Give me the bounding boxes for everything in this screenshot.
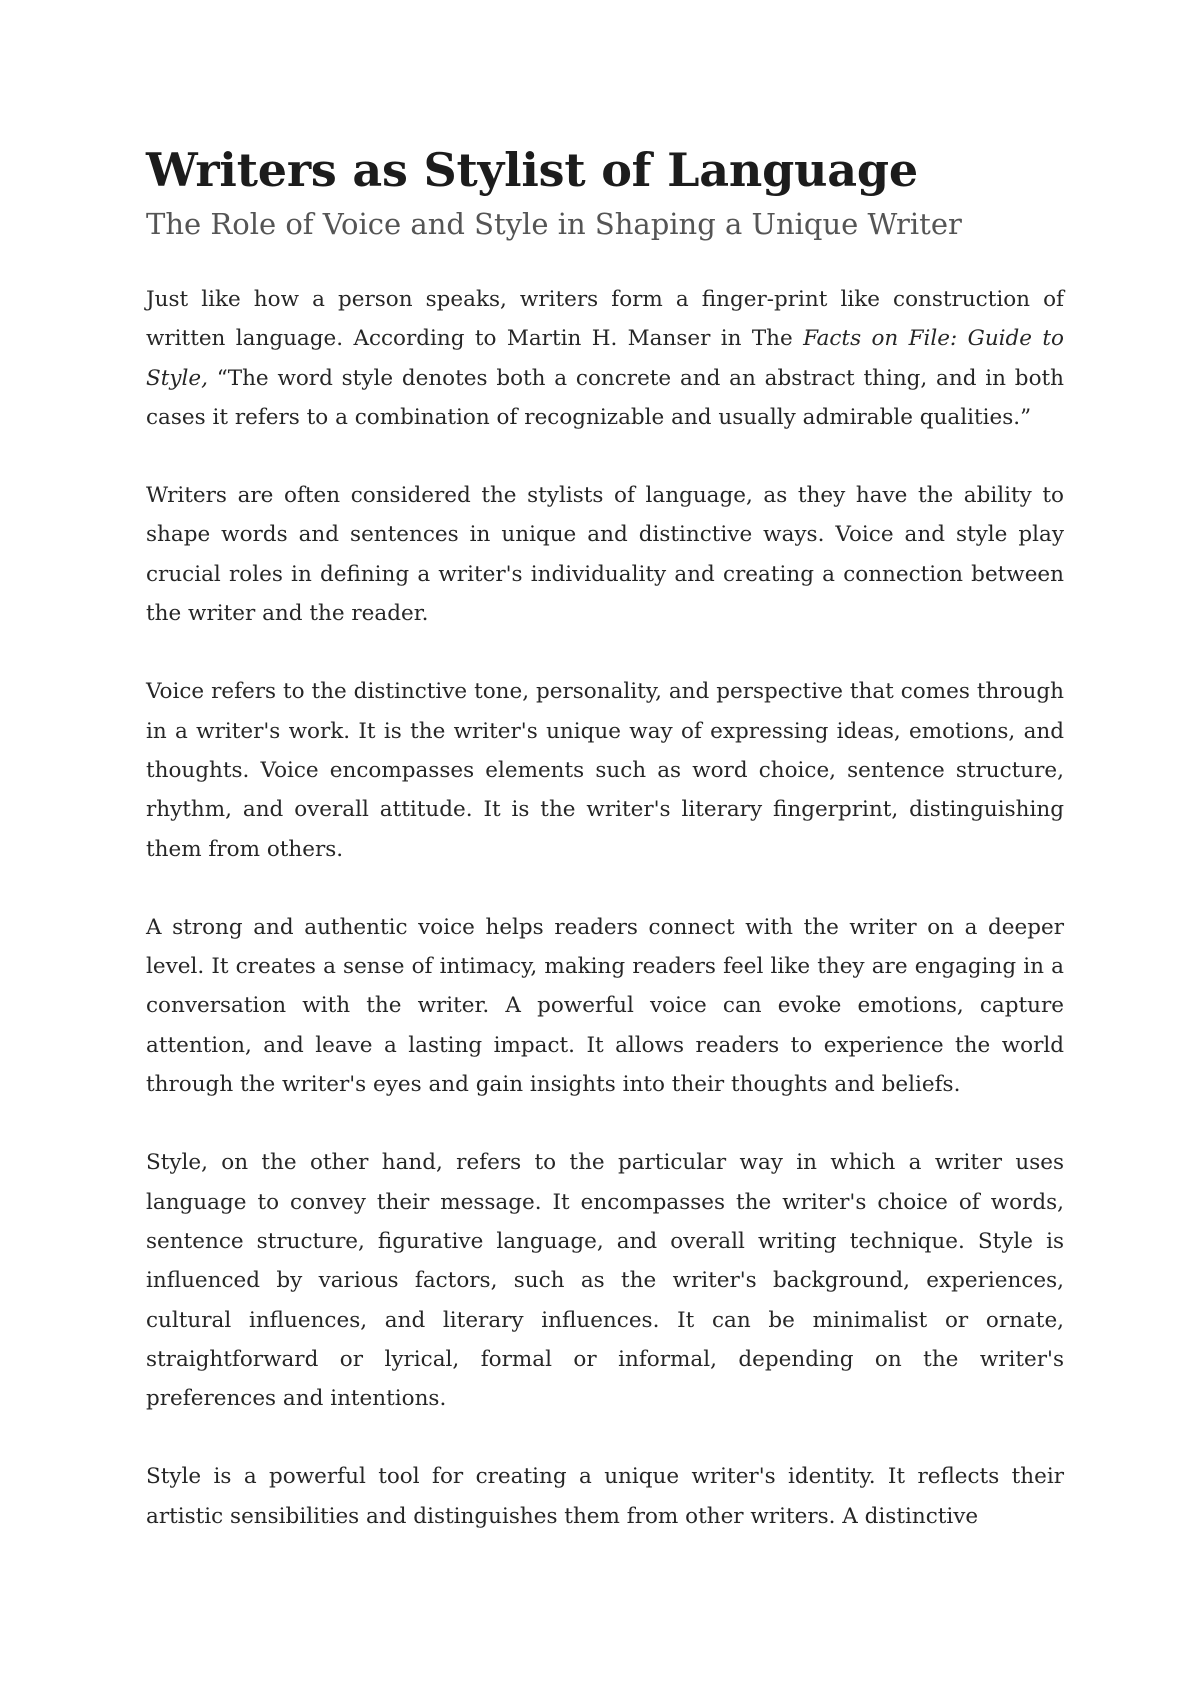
document-body (146, 280, 1064, 1536)
paragraph-voice-definition: Voice refers to the distinctive tone, personality, and perspective that comes through in a writer's work. It is the writer's unique way of expressing ideas, emotions, and thoughts. Voice encompasses elements such as word choice, sentence structure, rhythm, and overall attitude. It is the writer's literary fingerprint, distinguishing them from others. (146, 679, 1064, 862)
paragraph-style-identity: Style is a powerful tool for creating a unique writer's identity. It reflects their artistic sensibilities and distinguishes them from other writers. A distinctive (146, 1464, 1064, 1529)
quote-text: “The word style denotes both a concrete and an abstract thing, and in both cases it refers to a combination of recognizable and usually admirable qualities.” (146, 365, 1064, 430)
paragraph-stylists: Writers are often considered the stylists of language, as they have the ability to shape words and sentences in unique and distinctive ways. Voice and style play crucial roles in defining a writer's individuality and creating a connection between the writer and the reader. (146, 483, 1064, 627)
book-title: Facts on File: Guide to Style, (146, 326, 1064, 391)
paragraph-style-definition: Style, on the other hand, refers to the particular way in which a writer uses language to convey their message. It encompasses the writer's choice of words, sentence structure, figurative language, and overall writing technique. Style is influenced by various factors, such as the writer's background, experiences, cultural influences, and literary influences. It can be minimalist or ornate, straightforward or lyrical, formal or informal, depending on the writer's preferences and intentions. (146, 1150, 1064, 1412)
document-title: Writers as Stylist of Language (146, 143, 918, 197)
paragraph-intro (146, 280, 1064, 437)
document-subtitle: The Role of Voice and Style in Shaping a Unique Writer (146, 207, 962, 241)
document-page (146, 140, 1064, 1536)
paragraph-intro-text: Just like how a person speaks, writers form a finger-print like construction of written language. According to Martin H. Manser in The (146, 287, 1064, 352)
paragraph-voice-impact: A strong and authentic voice helps readers connect with the writer on a deeper level. It creates a sense of intimacy, making readers feel like they are engaging in a conversation with the writer. A powerful voice can evoke emotions, capture attention, and leave a lasting impact. It allows readers to experience the world through the writer's eyes and gain insights into their thoughts and beliefs. (146, 914, 1064, 1098)
